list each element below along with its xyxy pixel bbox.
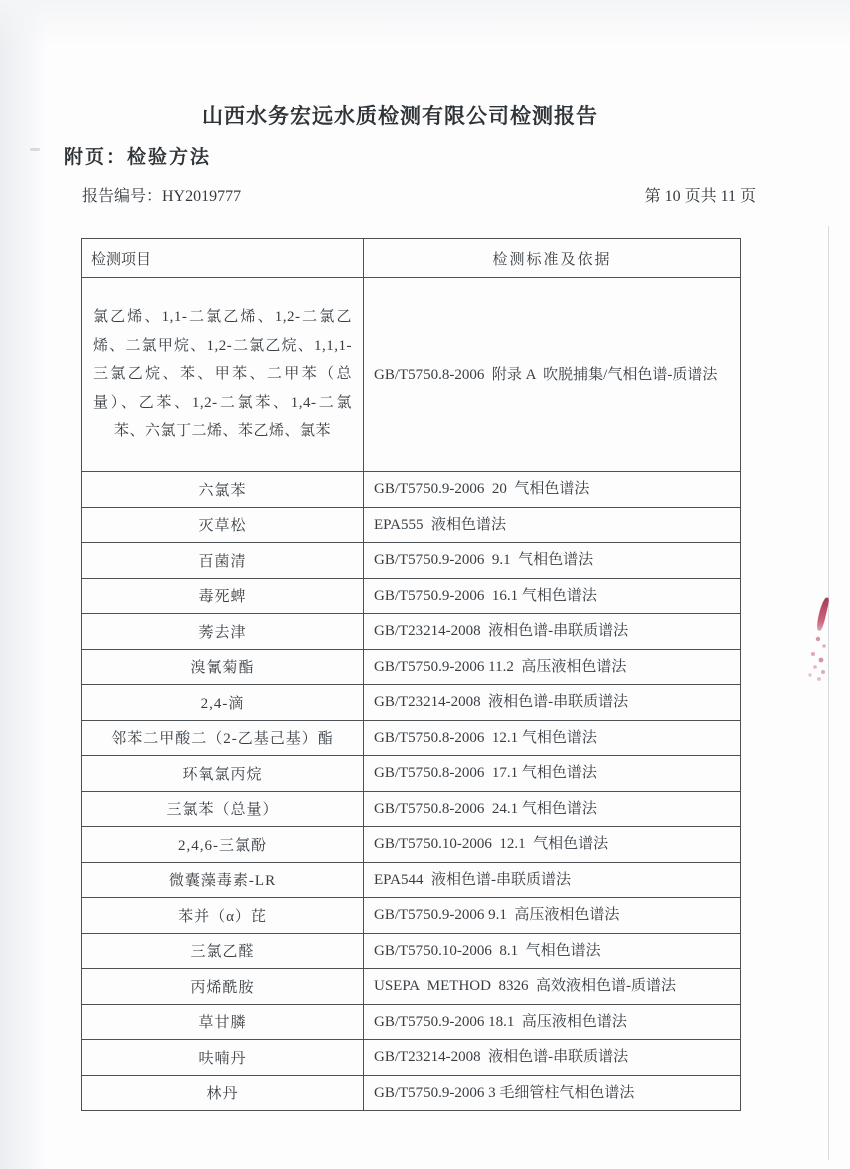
item-cell: 2,4-滴 bbox=[82, 685, 364, 721]
standard-cell: GB/T5750.10-2006 8.1 气相色谱法 bbox=[364, 933, 741, 969]
table-row bbox=[82, 1040, 741, 1076]
standard-cell: GB/T5750.9-2006 9.1 高压液相色谱法 bbox=[364, 898, 741, 934]
table-row bbox=[82, 649, 741, 685]
standard-cell: EPA544 液相色谱-串联质谱法 bbox=[364, 862, 741, 898]
item-cell: 草甘膦 bbox=[82, 1004, 364, 1040]
table-row bbox=[82, 827, 741, 863]
item-cell: 三氯苯（总量） bbox=[82, 791, 364, 827]
standard-cell: GB/T23214-2008 液相色谱-串联质谱法 bbox=[364, 1040, 741, 1076]
scan-smudge-mark bbox=[30, 148, 40, 151]
item-cell: 三氯乙醛 bbox=[82, 933, 364, 969]
item-cell: 2,4,6-三氯酚 bbox=[82, 827, 364, 863]
item-cell: 微囊藻毒素-LR bbox=[82, 862, 364, 898]
meta-row bbox=[82, 183, 756, 206]
page-title: 山西水务宏远水质检测有限公司检测报告 bbox=[202, 105, 598, 128]
methods-table bbox=[81, 238, 741, 1111]
standard-cell: GB/T5750.9-2006 9.1 气相色谱法 bbox=[364, 543, 741, 579]
report-number: 报告编号：HY2019777 bbox=[82, 188, 242, 205]
item-cell: 呋喃丹 bbox=[82, 1040, 364, 1076]
col-header-item: 检测项目 bbox=[82, 239, 364, 278]
table-row bbox=[82, 614, 741, 650]
scan-top-shade bbox=[0, 0, 850, 46]
standard-cell: GB/T5750.8-2006 附录 A 吹脱捕集/气相色谱-质谱法 bbox=[364, 278, 741, 472]
item-cell: 百菌清 bbox=[82, 543, 364, 579]
table-row bbox=[82, 862, 741, 898]
standard-cell: GB/T5750.10-2006 12.1 气相色谱法 bbox=[364, 827, 741, 863]
table-row bbox=[82, 578, 741, 614]
item-cell: 氯乙烯、1,1-二氯乙烯、1,2-二氯乙烯、二氯甲烷、1,2-二氯乙烷、1,1,1-三氯乙烷、苯、甲苯、二甲苯（总量）、乙苯、1,2-二氯苯、1,4-二氯苯、六氯丁二烯、苯乙烯、氯苯 bbox=[82, 278, 364, 472]
item-cell: 灭草松 bbox=[82, 507, 364, 543]
standard-cell: GB/T5750.9-2006 16.1 气相色谱法 bbox=[364, 578, 741, 614]
table-header-row bbox=[82, 239, 741, 278]
table-row bbox=[82, 720, 741, 756]
standard-cell: GB/T23214-2008 液相色谱-串联质谱法 bbox=[364, 685, 741, 721]
table-row bbox=[82, 507, 741, 543]
table-row bbox=[82, 685, 741, 721]
table-row bbox=[82, 898, 741, 934]
item-cell: 丙烯酰胺 bbox=[82, 969, 364, 1005]
standard-cell: GB/T5750.9-2006 3 毛细管柱气相色谱法 bbox=[364, 1075, 741, 1111]
item-cell: 邻苯二甲酸二（2-乙基己基）酯 bbox=[82, 720, 364, 756]
standard-cell: EPA555 液相色谱法 bbox=[364, 507, 741, 543]
table-row bbox=[82, 472, 741, 508]
table-row bbox=[82, 278, 741, 472]
standard-cell: GB/T5750.8-2006 12.1 气相色谱法 bbox=[364, 720, 741, 756]
col-header-standard: 检测标准及依据 bbox=[364, 239, 741, 278]
item-cell: 溴氰菊酯 bbox=[82, 649, 364, 685]
item-cell: 林丹 bbox=[82, 1075, 364, 1111]
item-cell: 毒死蜱 bbox=[82, 578, 364, 614]
standard-cell: GB/T5750.9-2006 11.2 高压液相色谱法 bbox=[364, 649, 741, 685]
item-cell: 环氧氯丙烷 bbox=[82, 756, 364, 792]
table-row bbox=[82, 756, 741, 792]
table-row bbox=[82, 1075, 741, 1111]
page-indicator: 第 10 页共 11 页 bbox=[644, 188, 756, 205]
standard-cell: GB/T5750.9-2006 20 气相色谱法 bbox=[364, 472, 741, 508]
scan-left-shade bbox=[0, 0, 48, 1169]
table-row bbox=[82, 791, 741, 827]
table-row bbox=[82, 543, 741, 579]
standard-cell: GB/T23214-2008 液相色谱-串联质谱法 bbox=[364, 614, 741, 650]
red-ink-speckles bbox=[0, 0, 2, 2]
table-row bbox=[82, 969, 741, 1005]
standard-cell: GB/T5750.9-2006 18.1 高压液相色谱法 bbox=[364, 1004, 741, 1040]
table-row bbox=[82, 1004, 741, 1040]
item-cell: 六氯苯 bbox=[82, 472, 364, 508]
standard-cell: USEPA METHOD 8326 高效液相色谱-质谱法 bbox=[364, 969, 741, 1005]
standard-cell: GB/T5750.8-2006 24.1 气相色谱法 bbox=[364, 791, 741, 827]
standard-cell: GB/T5750.8-2006 17.1 气相色谱法 bbox=[364, 756, 741, 792]
item-cell: 苯并（α）芘 bbox=[82, 898, 364, 934]
scan-paper-edge-line bbox=[828, 226, 829, 1160]
table-row bbox=[82, 933, 741, 969]
attachment-label: 附页：检验方法 bbox=[64, 147, 212, 168]
item-cell: 莠去津 bbox=[82, 614, 364, 650]
